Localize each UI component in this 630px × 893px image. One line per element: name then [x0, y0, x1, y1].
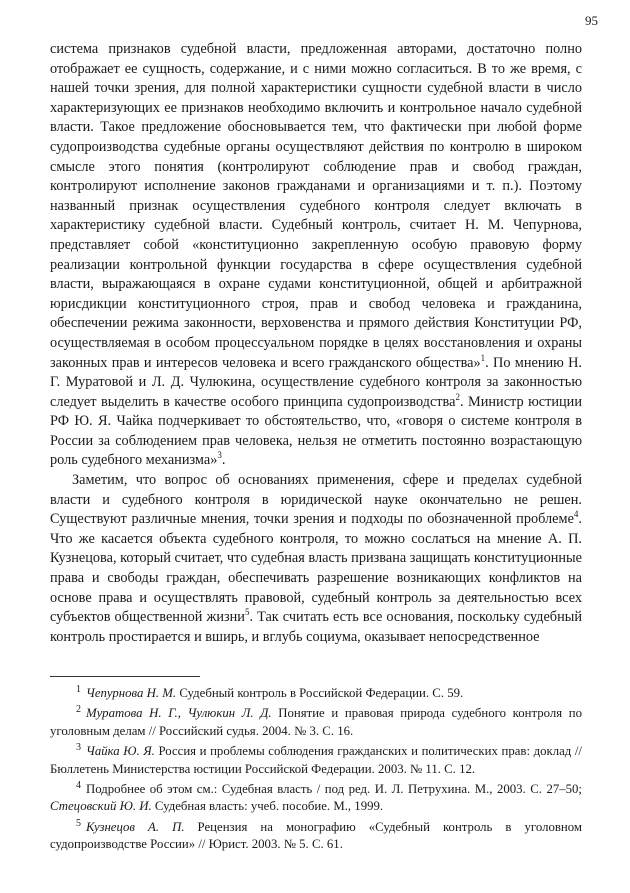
footnotes: [50, 685, 582, 857]
footnote-1: [50, 685, 582, 702]
footnote-3: [50, 743, 582, 778]
footnote-ref-1[interactable]: 1: [480, 352, 486, 363]
footnote-number: 5: [76, 817, 81, 829]
paragraph-text: . Министр юстиции РФ Ю. Я. Чайка подчеркивает то обстоятельство, что, «говоря о системе контроля в России за соблюдением прав человека, нельзя не отметить постоянно возрастающую роль судебного механизма»: [50, 393, 582, 469]
footnote-number: 3: [76, 741, 81, 753]
paragraph-text: .: [221, 452, 226, 469]
paragraph-text: . По мнению Н. Г. Муратовой и Л. Д. Чулюкина, осуществление судебного контроля за законностью следует выделить в качестве особого принципа судопроизводства: [50, 354, 582, 410]
footnote-author: Чепурнова Н. М.: [86, 686, 177, 700]
paragraph-1: [50, 40, 582, 471]
footnote-text: Судебная власть: учеб. пособие. М., 1999.: [151, 799, 384, 814]
page-number: 95: [585, 13, 598, 28]
main-text: [50, 40, 582, 647]
paragraph-text: . Что же касается объекта судебного контроля, то можно сослаться на мнение А. П. Кузнецова, который считает, что судебная власть призвана защищать конституционные права и свободы граждан, обеспечивать разрешение возникающих конфликтов на основе права и осуществлять правовой, судебный контроль за деятельностью всех субъектов общественной жизни: [50, 511, 582, 626]
paragraph-text: . Так считать есть все основания, поскольку судебный контроль простирается и вширь, и вглубь социума, оказывает непосредственное: [50, 609, 582, 645]
paragraph-2: [50, 471, 582, 647]
footnote-text: Рецензия на монографию «Судебный контроль в уголовном судопроизводстве России» // Юрист. 2003. № 5. С. 61.: [50, 819, 582, 852]
footnote-author: Чайка Ю. Я.: [86, 744, 155, 759]
footnote-text: Судебный контроль в Российской Федерации. С. 59.: [176, 686, 464, 700]
footnote-author: Муратова Н. Г., Чулюкин Л. Д.: [86, 706, 272, 721]
footnote-author: Стецовский Ю. И.: [50, 799, 152, 814]
footnote-ref-3[interactable]: 3: [217, 450, 222, 461]
footnote-divider: [50, 676, 200, 677]
footnote-5: [50, 819, 582, 854]
footnote-author: Кузнецов А. П.: [86, 819, 185, 834]
footnote-number: 4: [76, 779, 81, 791]
footnote-text: Понятие и правовая природа судебного контроля по уголовным делам // Российский судья. 2004. № 3. С. 16.: [50, 706, 582, 738]
footnote-ref-2[interactable]: 2: [455, 391, 460, 402]
footnote-ref-5[interactable]: 5: [244, 607, 250, 618]
footnote-ref-4[interactable]: 4: [573, 509, 579, 520]
footnote-4: [50, 781, 582, 816]
footnote-text: Подробнее об этом см.: Судебная власть / под ред. И. Л. Петрухина. М., 2003. С. 27–50;: [86, 782, 582, 797]
footnote-number: 1: [76, 683, 81, 695]
footnote-2: [50, 705, 582, 740]
footnote-number: 2: [76, 704, 81, 716]
paragraph-text: система признаков судебной власти, предложенная авторами, достаточно полно отображает ее сущность, содержание, и с ними можно согласиться. В то же время, с нашей точки зрения, для полной характеристики сущности судебной власти в число характеризующих ее признаков необходимо включить и контрольное начало судебной власти. Такое предложение обосновывается тем, что фактически при любой форме судопроизводства судебные органы осуществляют действия по контролю в широком смысле этого понятия (контролируют соблюдение прав и свобод граждан, контролируют исполнение законов гражданами и организациями и т. п.). Поэтому названный признак осуществления судебного контроля следует включать в характеристику судебной власти. Судебный контроль, считает Н. М. Чепурнова, представляет собой «конституционно закрепленную особую правовую форму реализации контрольной функции государства в сфере осуществления судебной власти, выражающаяся в охране судами конституционной, общей и арбитражной юрисдикции конституционного строя, прав и свобод человека и гражданина, обеспечении режима законности, верховенства и прямого действия Конституции РФ, осуществляемая в особом процессуальном порядке в целях восстановления и охраны законных прав и интересов человека и всего гражданского общества»: [50, 41, 582, 371]
footnote-text: Россия и проблемы соблюдения гражданских и политических прав: доклад // Бюллетень Министерства юстиции Российской Федерации. 2003. № 11. С. 12.: [50, 744, 582, 776]
paragraph-text: Заметим, что вопрос об основаниях применения, сфере и пределах судебной власти и судебного контроля в юридической науке окончательно не решен. Существуют различные мнения, точки зрения и подходы по обозначенной проблеме: [50, 472, 582, 528]
